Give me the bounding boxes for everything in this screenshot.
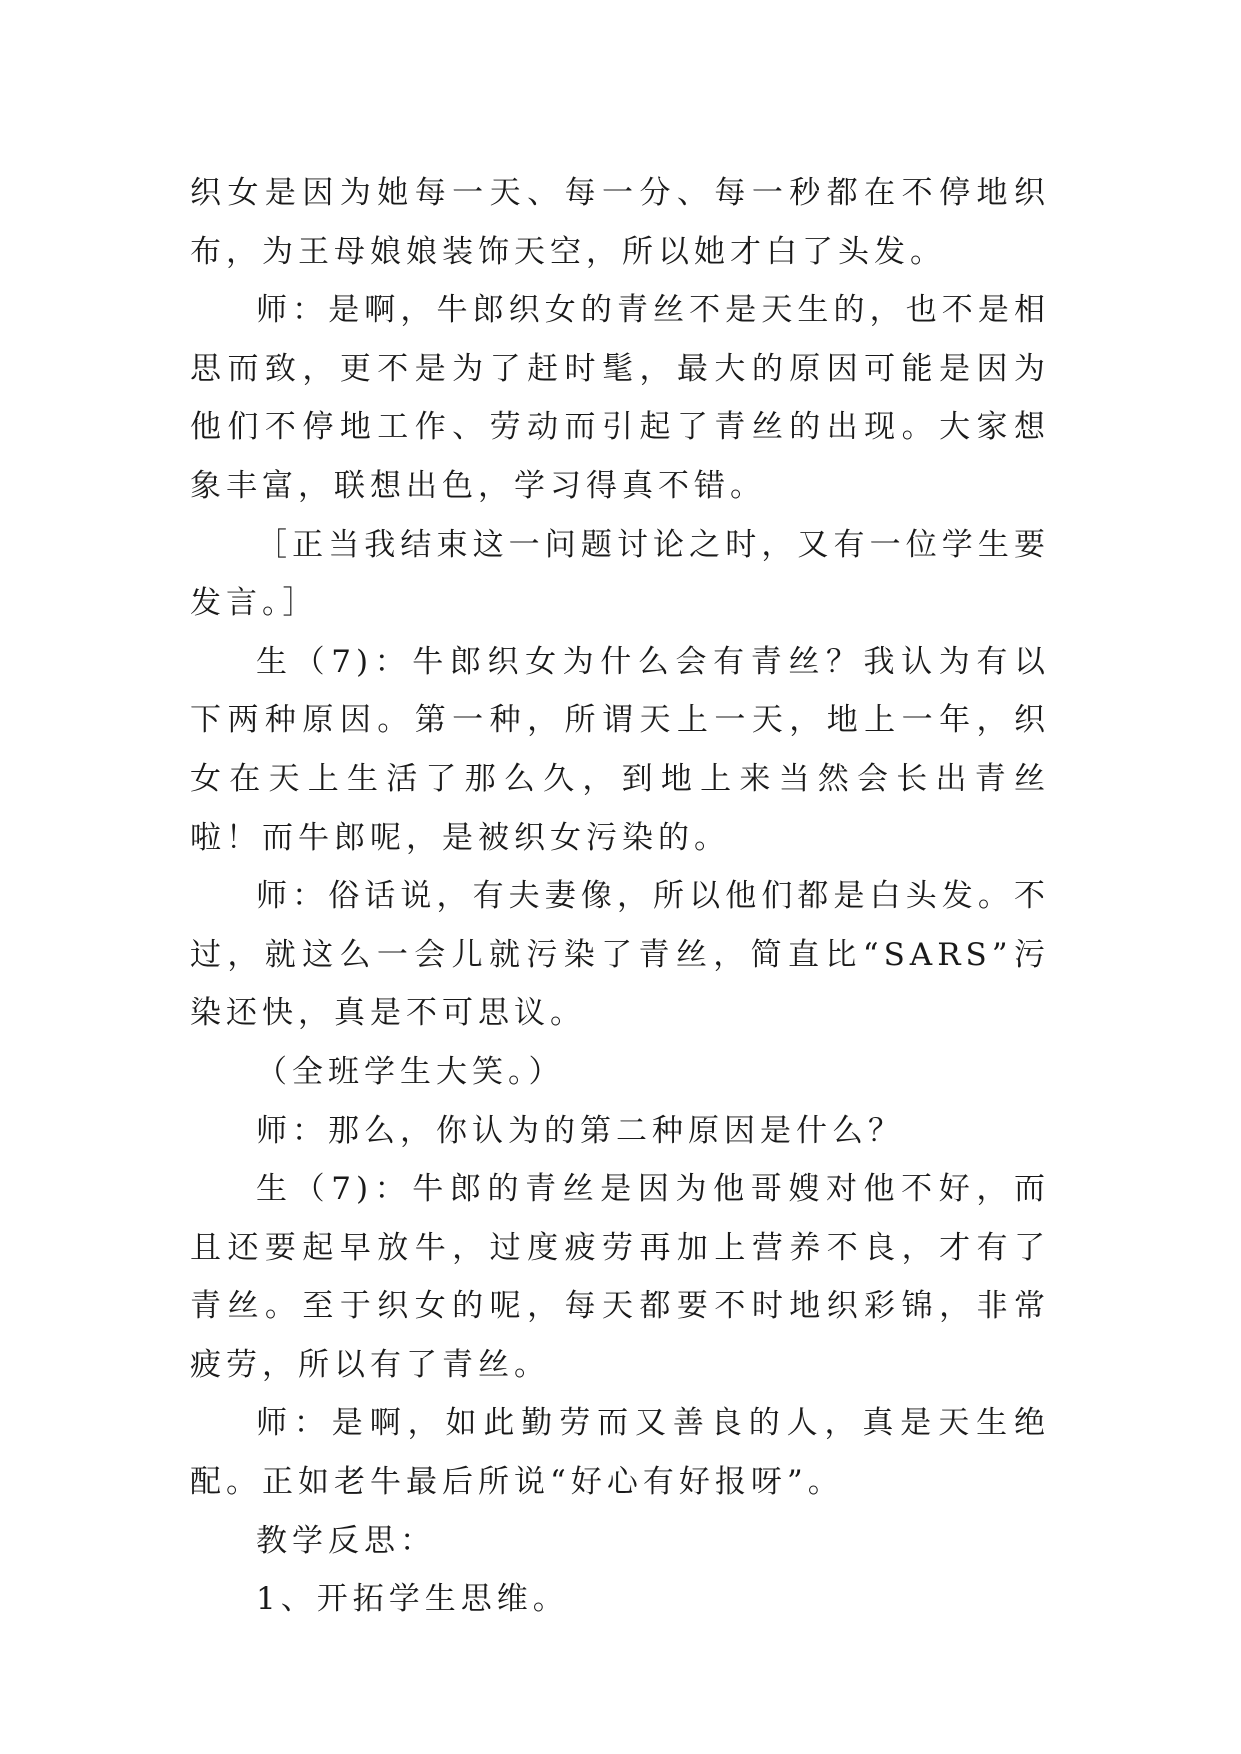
- document-body: [190, 164, 1050, 1629]
- paragraph-5: 师：俗话说，有夫妻像，所以他们都是白头发。不过，就这么一会儿就污染了青丝，简直比“SARS”污染还快，真是不可思议。: [190, 878, 1050, 1032]
- paragraph-1: 织女是因为她每一天、每一分、每一秒都在不停地织布，为王母娘娘装饰天空，所以她才白了头发。: [190, 175, 1050, 270]
- paragraph-9: 师：是啊，如此勤劳而又善良的人，真是天生绝配。正如老牛最后所说“好心有好报呀”。: [190, 1405, 1050, 1501]
- paragraph-6: （全班学生大笑。）: [256, 1053, 565, 1090]
- paragraph-7: 师：那么，你认为的第二种原因是什么？: [256, 1112, 904, 1149]
- paragraph-2: 师：是啊，牛郎织女的青丝不是天生的，也不是相思而致，更不是为了赶时髦，最大的原因可能是因为他们不停地工作、劳动而引起了青丝的出现。大家想象丰富，联想出色，学习得真不错。: [190, 292, 1050, 504]
- paragraph-4: 生（7)：牛郎织女为什么会有青丝？我认为有以下两种原因。第一种，所谓天上一天，地上一年，织女在天上生活了那么久，到地上来当然会长出青丝啦！而牛郎呢，是被织女污染的。: [190, 643, 1050, 856]
- paragraph-8: 生（7)：牛郎的青丝是因为他哥嫂对他不好，而且还要起早放牛，过度疲劳再加上营养不良，才有了青丝。至于织女的呢，每天都要不时地织彩锦，非常疲劳，所以有了青丝。: [190, 1171, 1050, 1383]
- paragraph-3: ［正当我结束这一问题讨论之时，又有一位学生要发言。］: [190, 526, 1050, 622]
- paragraph-11: 1、开拓学生思维。: [256, 1581, 569, 1618]
- paragraph-10: 教学反思：: [256, 1522, 436, 1559]
